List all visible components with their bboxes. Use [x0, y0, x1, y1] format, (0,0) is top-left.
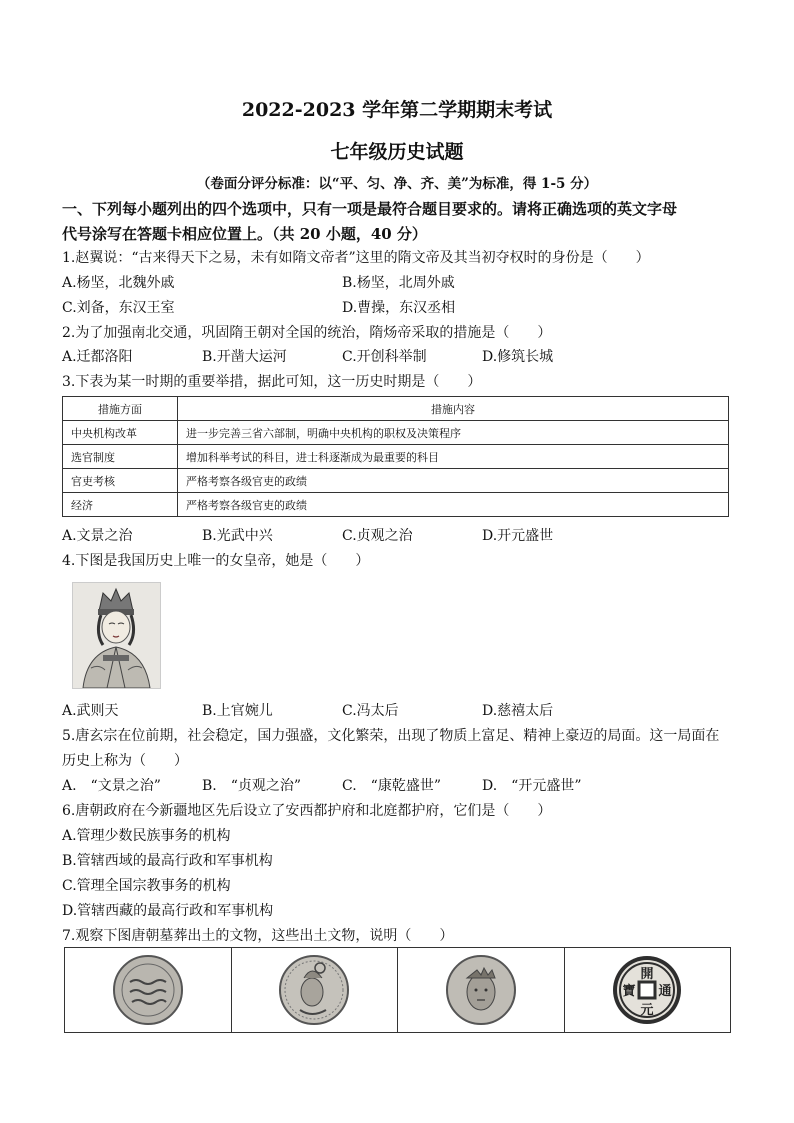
- sasanian-coin-icon: [276, 952, 352, 1028]
- q5-option-d[interactable]: D. “开元盛世”: [482, 778, 582, 794]
- section-instruction-line2: 代号涂写在答题卡相应位置上。（共 20 小题，40 分）: [62, 225, 427, 243]
- exam-title: 2022-2023 学年第二学期期末考试: [241, 99, 553, 121]
- q1-option-b[interactable]: B.杨坚，北周外戚: [342, 275, 455, 291]
- q4-option-d[interactable]: D.慈禧太后: [482, 703, 554, 719]
- q3-option-d[interactable]: D.开元盛世: [482, 528, 554, 544]
- q3-option-b[interactable]: B.光武中兴: [202, 528, 273, 544]
- q3-option-c[interactable]: C.贞观之治: [342, 528, 413, 544]
- table-cell: 选官制度: [63, 445, 178, 469]
- table-row: [63, 469, 729, 493]
- q4-option-c[interactable]: C.冯太后: [342, 703, 399, 719]
- q5-option-c[interactable]: C. “康乾盛世”: [342, 778, 441, 794]
- section-instruction-line1: 一、下列每小题列出的四个选项中，只有一项是最符合题目要求的。请将正确选项的英文字母: [62, 200, 678, 218]
- q4-stem: 4.下图是我国历史上唯一的女皇帝，她是（ ）: [62, 553, 370, 569]
- coin-char-bottom: 元: [640, 1003, 654, 1018]
- table-cell: 严格考察各级官吏的政绩: [178, 493, 729, 517]
- q3-measures-table: [62, 396, 729, 517]
- q6-option-b[interactable]: B.管辖西域的最高行政和军事机构: [62, 853, 273, 869]
- q6-option-a[interactable]: A.管理少数民族事务的机构: [62, 828, 231, 844]
- table-header-row: [63, 397, 729, 421]
- q6-option-d[interactable]: D.管辖西藏的最高行政和军事机构: [62, 903, 274, 919]
- table-cell: 严格考察各级官吏的政绩: [178, 469, 729, 493]
- q3-option-a[interactable]: A.文景之治: [62, 528, 133, 544]
- q3-stem: 3.下表为某一时期的重要举措，据此可知，这一历史时期是（ ）: [62, 374, 482, 390]
- q1-option-d[interactable]: D.曹操，东汉丞相: [342, 300, 456, 316]
- table-cell: 经济: [63, 493, 178, 517]
- table-header-cell: 措施内容: [178, 397, 729, 421]
- q1-option-a[interactable]: A.杨坚，北魏外戚: [62, 275, 175, 291]
- q2-option-b[interactable]: B.开凿大运河: [202, 349, 287, 365]
- q5-stem-line2: 历史上称为（ ）: [62, 753, 188, 769]
- artifact-cell: [565, 948, 731, 1032]
- empress-portrait-image: [72, 582, 161, 689]
- q5-option-b[interactable]: B. “贞观之治”: [202, 778, 302, 794]
- coin-char-left: 寶: [622, 984, 636, 999]
- q2-option-a[interactable]: A.迁都洛阳: [62, 349, 133, 365]
- q1-option-c[interactable]: C.刘备，东汉王室: [62, 300, 175, 316]
- exam-subtitle: 七年级历史试题: [330, 141, 464, 163]
- table-cell: 官吏考核: [63, 469, 178, 493]
- portrait-illustration: [73, 583, 160, 688]
- byzantine-coin-icon: [443, 952, 519, 1028]
- artifact-cell: [398, 948, 565, 1032]
- coin-char-top: 開: [640, 967, 654, 982]
- artifact-cell: [232, 948, 399, 1032]
- table-cell: 中央机构改革: [63, 421, 178, 445]
- coin-char-right: 通: [658, 984, 672, 999]
- q6-stem: 6.唐朝政府在今新疆地区先后设立了安西都护府和北庭都护府，它们是（ ）: [62, 803, 552, 819]
- q7-artifact-strip: [64, 947, 731, 1033]
- table-cell: 增加科举考试的科目，进士科逐渐成为最重要的科目: [178, 445, 729, 469]
- table-header-cell: 措施方面: [63, 397, 178, 421]
- table-row: [63, 493, 729, 517]
- q4-option-b[interactable]: B.上官婉儿: [202, 703, 273, 719]
- q6-option-c[interactable]: C.管理全国宗教事务的机构: [62, 878, 231, 894]
- scoring-note: （卷面分评分标准：以“平、匀、净、齐、美”为标准，得 1-5 分）: [196, 176, 598, 192]
- table-cell: 进一步完善三省六部制，明确中央机构的职权及决策程序: [178, 421, 729, 445]
- q7-stem: 7.观察下图唐朝墓葬出土的文物，这些出土文物，说明（ ）: [62, 928, 454, 944]
- q2-option-d[interactable]: D.修筑长城: [482, 349, 554, 365]
- q5-option-a[interactable]: A. “文景之治”: [62, 778, 161, 794]
- q1-stem: 1.赵翼说：“古来得天下之易，未有如隋文帝者”这里的隋文帝及其当初夺权时的身份是（ ）: [62, 250, 650, 266]
- artifact-cell: [65, 948, 232, 1032]
- table-row: [63, 445, 729, 469]
- q2-option-c[interactable]: C.开创科举制: [342, 349, 427, 365]
- arabic-coin-icon: [110, 952, 186, 1028]
- q5-stem-line1: 5.唐玄宗在位前期，社会稳定，国力强盛，文化繁荣，出现了物质上富足、精神上豪迈的局面。这一局面在: [62, 728, 720, 744]
- table-row: [63, 421, 729, 445]
- q2-stem: 2.为了加强南北交通，巩固隋王朝对全国的统治，隋炀帝采取的措施是（ ）: [62, 325, 552, 341]
- q4-option-a[interactable]: A.武则天: [62, 703, 119, 719]
- kaiyuan-tongbao-coin-icon: [609, 952, 685, 1028]
